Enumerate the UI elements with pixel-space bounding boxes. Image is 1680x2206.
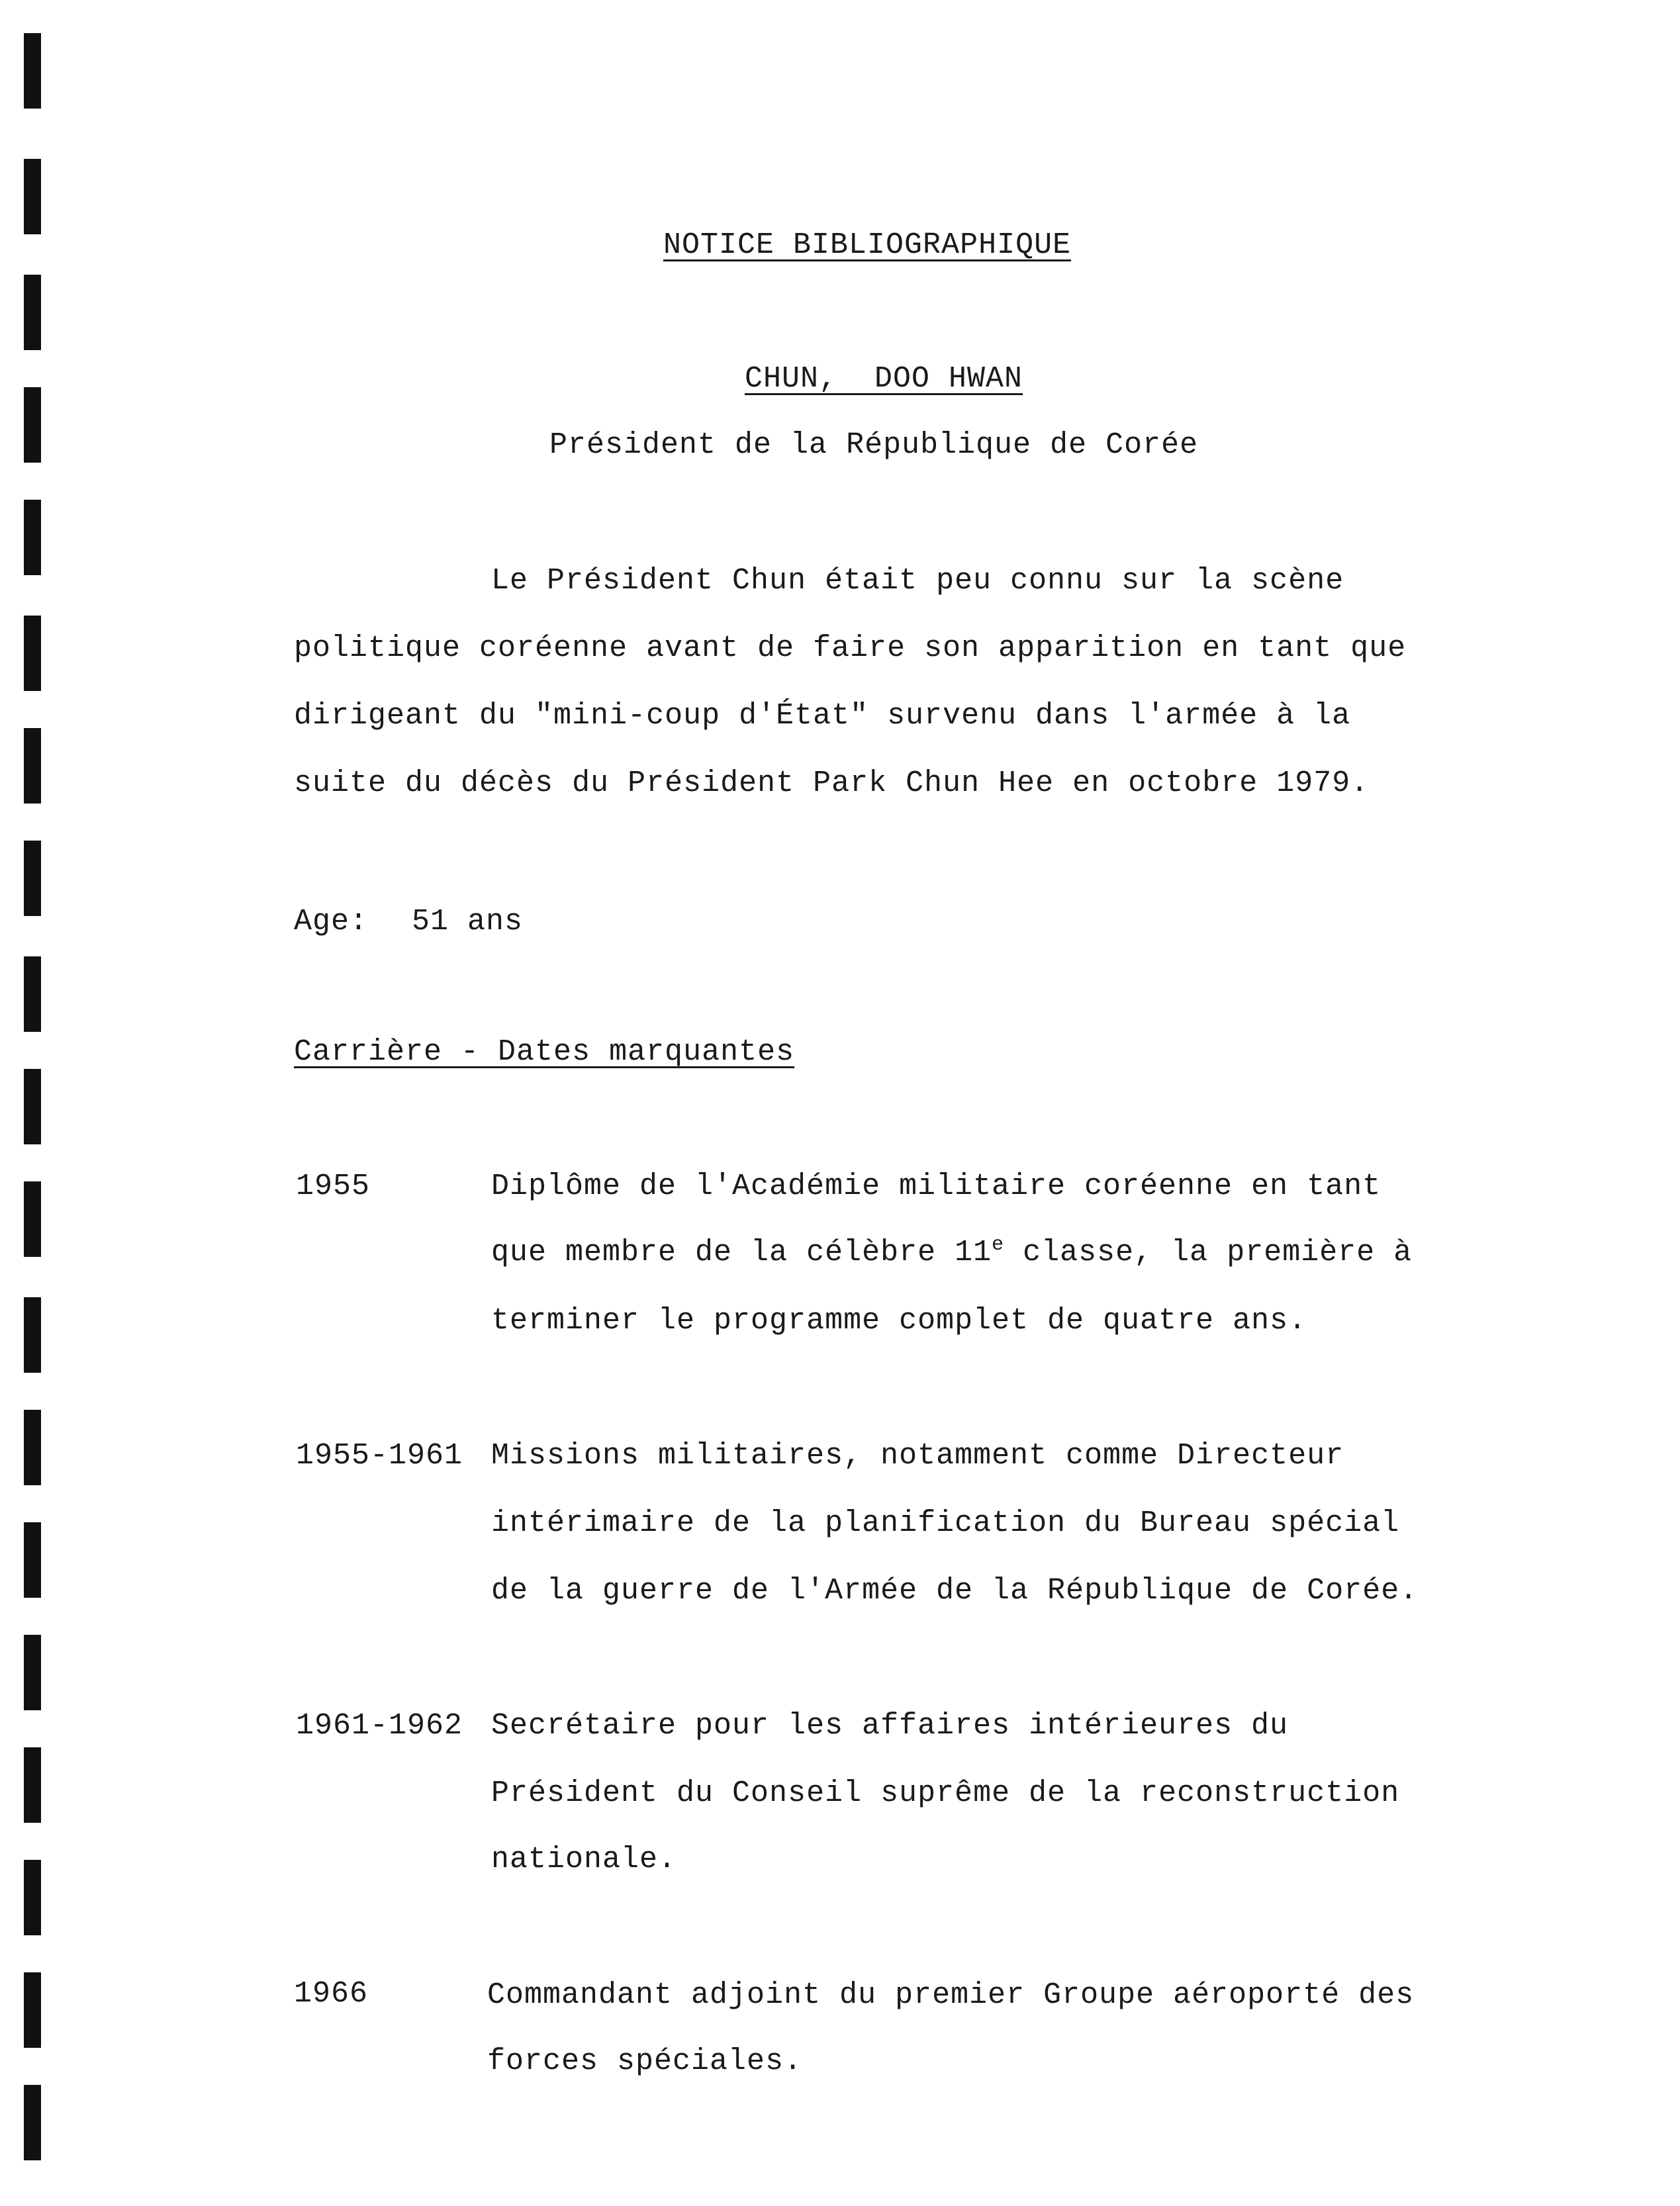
ordinal-superscript: e [992,1234,1005,1256]
binding-bar [24,728,41,804]
career-line: Secrétaire pour les affaires intérieures du [491,1709,1289,1743]
binding-bar [24,1410,41,1485]
career-line: nationale. [491,1843,677,1876]
binding-bar [24,616,41,691]
binding-bar [24,1747,41,1823]
binding-bar [24,387,41,463]
career-line-part: classe, la première à [1004,1236,1413,1269]
career-date: 1955 [296,1170,371,1203]
person-role: Président de la République de Corée [549,428,1199,462]
binding-bar [24,841,41,916]
age-value: 51 ans [412,905,524,939]
binding-bar [24,1069,41,1144]
binding-bar [24,1635,41,1710]
career-line: terminer le programme complet de quatre ans. [491,1304,1307,1338]
binding-bar [24,33,41,109]
career-line: intérimaire de la planification du Bureau spécial [491,1506,1400,1540]
career-line: de la guerre de l'Armée de la République de Corée. [491,1574,1419,1608]
intro-line: Le Président Chun était peu connu sur la scène [491,564,1344,598]
binding-bar [24,1522,41,1598]
career-heading: Carrière - Dates marquantes [294,1035,795,1069]
career-date: 1955-1961 [296,1439,463,1473]
binding-bar [24,159,41,234]
intro-line: politique coréenne avant de faire son apparition en tant que [294,631,1407,665]
career-line-part: que membre de la célèbre 11 [491,1236,992,1269]
binding-bar [24,1297,41,1373]
career-date: 1966 [294,1977,369,2011]
binding-bar [24,1972,41,2048]
career-line: forces spéciales. [487,2045,803,2078]
binding-bar [24,2085,41,2160]
age-label: Age: [294,905,369,939]
binding-bar [24,1860,41,1935]
person-name: CHUN, DOO HWAN [745,362,1023,396]
career-line [491,1233,1412,1273]
document-title: NOTICE BIBLIOGRAPHIQUE [663,228,1072,262]
career-line: Diplôme de l'Académie militaire coréenne en tant [491,1170,1381,1203]
binding-bar [24,956,41,1032]
career-line: Président du Conseil suprême de la reconstruction [491,1776,1400,1810]
binding-bar [24,500,41,575]
career-line: Missions militaires, notamment comme Directeur [491,1439,1344,1473]
career-date: 1961-1962 [296,1709,463,1743]
career-line: Commandant adjoint du premier Groupe aéroporté des [487,1978,1415,2012]
binding-bar [24,1181,41,1257]
intro-line: suite du décès du Président Park Chun Hee en octobre 1979. [294,766,1370,800]
binding-bar [24,275,41,350]
intro-line: dirigeant du "mini-coup d'État" survenu dans l'armée à la [294,699,1351,733]
